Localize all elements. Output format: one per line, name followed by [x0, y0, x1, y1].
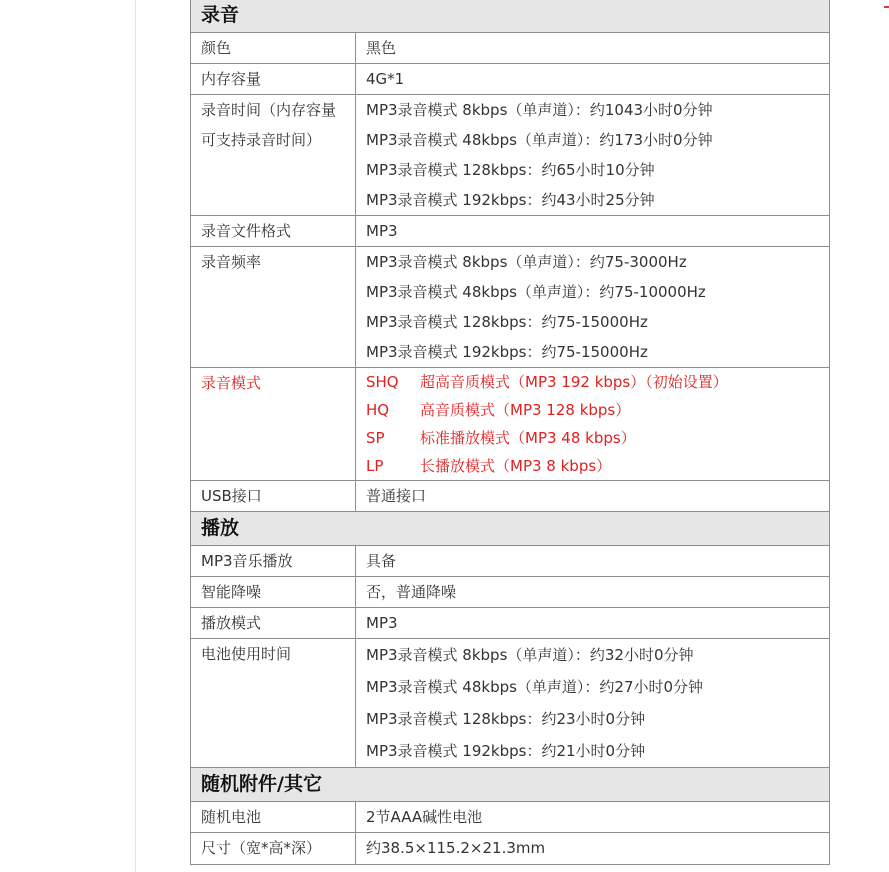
spec-value: 约38.5×115.2×21.3mm — [356, 833, 830, 865]
row-usb — [191, 481, 830, 512]
mode-desc: 长播放模式（MP3 8 kbps） — [420, 457, 612, 475]
spec-label — [191, 95, 356, 216]
spec-label: 随机电池 — [191, 802, 356, 833]
mode-desc: 超高音质模式（MP3 192 kbps）（初始设置） — [420, 373, 728, 391]
section-recording — [191, 0, 830, 33]
spec-label: 尺寸（宽*高*深） — [191, 833, 356, 865]
row-file-format — [191, 216, 830, 247]
row-mp3-playback — [191, 546, 830, 577]
mode-code: HQ — [366, 401, 390, 419]
spec-value: MP3 — [356, 216, 830, 247]
mode-code: SP — [366, 429, 385, 447]
value-line: MP3录音模式 48kbps（单声道）：约173小时0分钟 — [366, 131, 713, 149]
spec-value — [356, 247, 830, 368]
mode-item — [366, 452, 819, 480]
spec-value — [356, 368, 830, 481]
spec-value: 否，普通降噪 — [356, 577, 830, 608]
label-line: 录音时间（内存容量 — [201, 101, 337, 119]
value-line: MP3录音模式 128kbps：约23小时0分钟 — [366, 710, 646, 728]
label-line: 可支持录音时间） — [201, 131, 322, 149]
row-recording-mode — [191, 368, 830, 481]
mode-desc: 标准播放模式（MP3 48 kbps） — [420, 429, 636, 447]
section-title: 随机附件/其它 — [191, 768, 830, 802]
spec-label — [191, 247, 356, 368]
row-play-mode — [191, 608, 830, 639]
value-line: MP3录音模式 192kbps：约75-15000Hz — [366, 343, 648, 361]
spec-value: MP3 — [356, 608, 830, 639]
row-recording-frequency — [191, 247, 830, 368]
row-battery-time — [191, 639, 830, 768]
value-line: MP3录音模式 8kbps（单声道）：约1043小时0分钟 — [366, 101, 713, 119]
section-playback — [191, 512, 830, 546]
label-line: 录音频率 — [201, 253, 262, 271]
value-line: MP3录音模式 8kbps（单声道）：约75-3000Hz — [366, 253, 687, 271]
spec-value: 4G*1 — [356, 64, 830, 95]
spec-value — [356, 639, 830, 768]
row-battery — [191, 802, 830, 833]
spec-label: 颜色 — [191, 33, 356, 64]
spec-label: MP3音乐播放 — [191, 546, 356, 577]
section-accessories — [191, 768, 830, 802]
row-memory — [191, 64, 830, 95]
mode-item — [366, 368, 819, 396]
value-line: MP3录音模式 48kbps（单声道）：约27小时0分钟 — [366, 678, 704, 696]
spec-value: 具备 — [356, 546, 830, 577]
row-noise-reduction — [191, 577, 830, 608]
value-line: MP3录音模式 192kbps：约21小时0分钟 — [366, 742, 646, 760]
section-title: 播放 — [191, 512, 830, 546]
section-title: 录音 — [191, 0, 830, 33]
mode-item — [366, 396, 819, 424]
value-line: MP3录音模式 48kbps（单声道）：约75-10000Hz — [366, 283, 706, 301]
value-line: MP3录音模式 128kbps：约65小时10分钟 — [366, 161, 655, 179]
spec-label — [191, 639, 356, 768]
mode-desc: 高音质模式（MP3 128 kbps） — [420, 401, 631, 419]
spec-table — [190, 0, 830, 865]
value-line: MP3录音模式 128kbps：约75-15000Hz — [366, 313, 648, 331]
label-line: 录音模式 — [201, 374, 262, 392]
spec-value — [356, 95, 830, 216]
row-recording-time — [191, 95, 830, 216]
row-color — [191, 33, 830, 64]
spec-label: 内存容量 — [191, 64, 356, 95]
spec-label: 播放模式 — [191, 608, 356, 639]
mode-code: SHQ — [366, 373, 399, 391]
mode-code: LP — [366, 457, 384, 475]
value-line: MP3录音模式 8kbps（单声道）：约32小时0分钟 — [366, 646, 694, 664]
spec-value: 普通接口 — [356, 481, 830, 512]
value-line: MP3录音模式 192kbps：约43小时25分钟 — [366, 191, 655, 209]
spec-value: 2节AAA碱性电池 — [356, 802, 830, 833]
spec-label: 录音文件格式 — [191, 216, 356, 247]
page-left-rule — [135, 0, 136, 872]
spec-label — [191, 368, 356, 481]
row-size — [191, 833, 830, 865]
mode-item — [366, 424, 819, 452]
corner-mark — [884, 6, 889, 8]
spec-label: 智能降噪 — [191, 577, 356, 608]
label-line: 电池使用时间 — [201, 645, 292, 663]
spec-value: 黑色 — [356, 33, 830, 64]
spec-label: USB接口 — [191, 481, 356, 512]
